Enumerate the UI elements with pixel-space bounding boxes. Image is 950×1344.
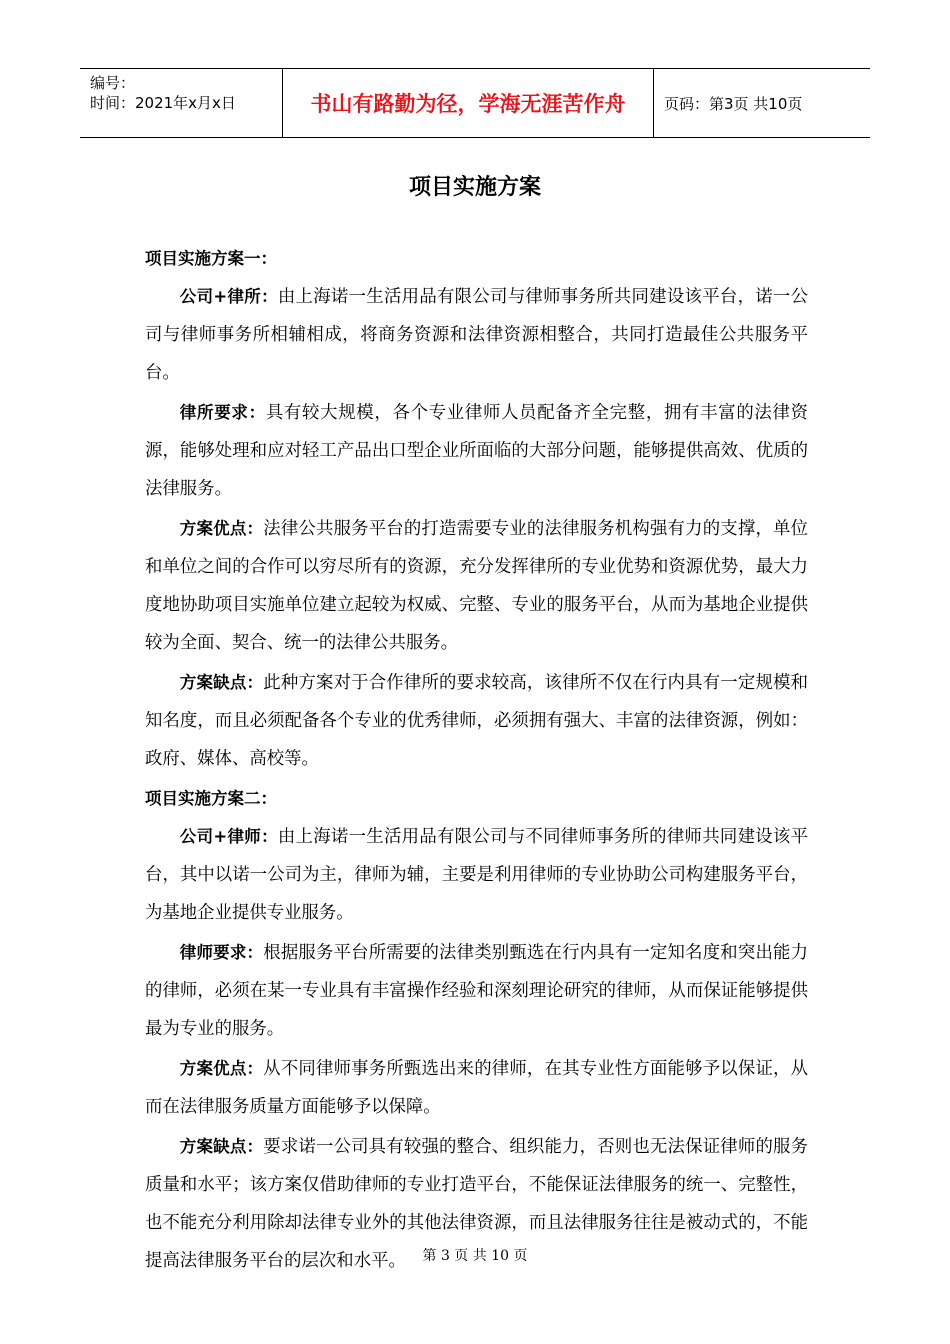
paragraph-text: 由上海诺一生活用品有限公司与律师事务所共同建设该平台，诺一公司与律师事务所相辅相成，将商务资源和法律资源相整合，共同打造最佳公共服务平台。 [145,287,808,383]
paragraph [145,664,808,778]
paragraph-label: 公司+律所： [179,287,278,306]
paragraph-text: 此种方案对于合作律所的要求较高，该律所不仅在行内具有一定规模和知名度，而且必须配备各个专业的优秀律师，必须拥有强大、丰富的法律资源，例如：政府、媒体、高校等。 [145,673,809,769]
paragraph [145,934,808,1048]
section-heading: 项目实施方案二： [145,789,277,808]
document-number-label: 编号： [90,74,136,92]
paragraph-text: 具有较大规模，各个专业律师人员配备齐全完整，拥有丰富的法律资源，能够处理和应对轻工产品出口型企业所面临的大部分问题，能够提供高效、优质的法律服务。 [145,403,808,499]
document-title: 项目实施方案 [408,175,541,200]
section-plan-2 [145,780,808,1280]
paragraph-text: 根据服务平台所需要的法律类别甄选在行内具有一定知名度和突出能力的律师，必须在某一专业具有丰富操作经验和深刻理论研究的律师，从而保证能够提供最为专业的服务。 [145,943,809,1039]
document-body [145,240,808,1282]
paragraph-label: 公司+律师： [179,827,278,846]
paragraph-label: 律所要求： [179,403,266,422]
page-footer: 第 3 页 共 10 页 [422,1248,528,1264]
paragraph-text: 由上海诺一生活用品有限公司与不同律师事务所的律师共同建设该平台，其中以诺一公司为主，律师为辅，主要是利用律师的专业协助公司构建服务平台，为基地企业提供专业服务。 [145,827,808,923]
paragraph [145,394,808,508]
section-heading: 项目实施方案一： [145,249,277,268]
page-header [80,68,870,138]
paragraph-text: 从不同律师事务所甄选出来的律师，在其专业性方面能够予以保证，从而在法律服务质量方面能够予以保障。 [145,1059,809,1117]
paragraph-text: 要求诺一公司具有较强的整合、组织能力，否则也无法保证律师的服务质量和水平；该方案仅借助律师的专业打造平台，不能保证法律服务的统一、完整性，也不能充分利用除却法律专业外的其他法律资源，而且法律服务往往是被动式的，不能提高法律服务平台的层次和水平。 [145,1137,809,1271]
paragraph-label: 律师要求： [179,943,264,962]
header-motto: 书山有路勤为径，学海无涯苦作舟 [282,69,654,137]
paragraph [145,818,808,932]
paragraph [145,278,808,392]
header-page-code: 页码：第3页 共10页 [664,94,803,113]
paragraph-label: 方案优点： [179,519,264,538]
paragraph-label: 方案优点： [179,1059,264,1078]
section-plan-1 [145,240,808,778]
paragraph [145,1050,808,1126]
paragraph-label: 方案缺点： [179,673,264,692]
paragraph-label: 方案缺点： [179,1137,264,1156]
document-date: 时间：2021年x月x日 [90,94,236,112]
paragraph [145,510,808,662]
paragraph-text: 法律公共服务平台的打造需要专业的法律服务机构强有力的支撑，单位和单位之间的合作可以穷尽所有的资源，充分发挥律所的专业优势和资源优势，最大力度地协助项目实施单位建立起较为权威、完整、专业的服务平台，从而为基地企业提供较为全面、契合、统一的法律公共服务。 [145,519,809,653]
header-meta [80,69,282,137]
